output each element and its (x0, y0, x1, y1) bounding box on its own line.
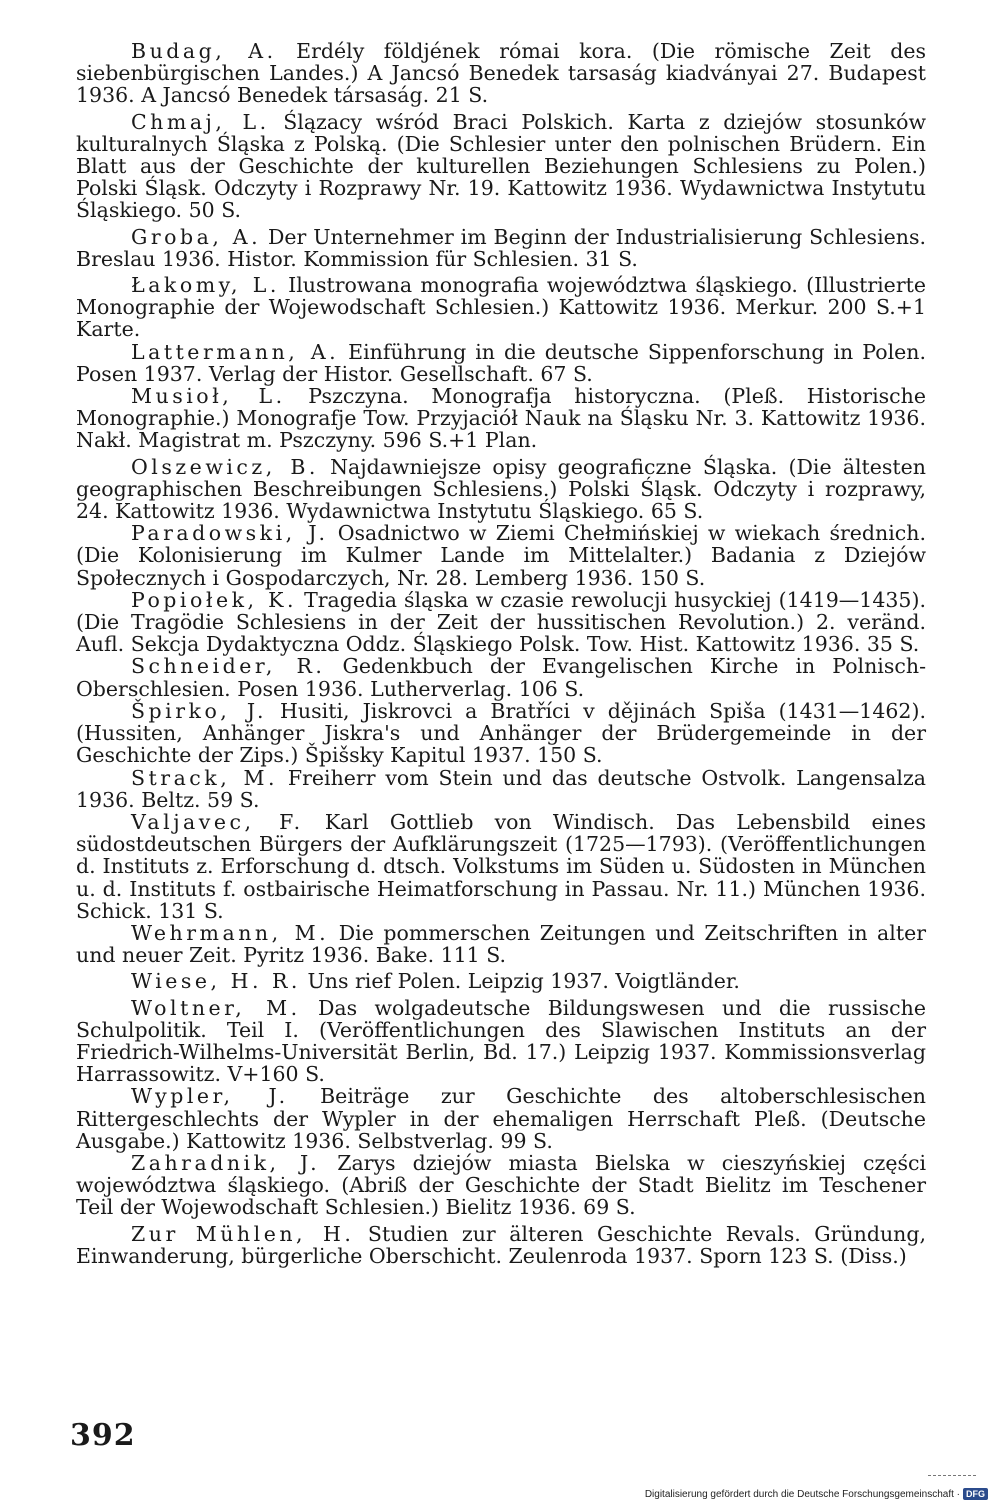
entry-author: Groba, A. (131, 224, 262, 249)
bibliography-entry (76, 922, 926, 966)
bibliography-entry (76, 341, 926, 385)
entry-text: Ślązacy wśród Braci Polskich. Karta z dziejów stosunków kulturalnych Śląska z Polską. (Die Schlesier unter den polnischen Brüdern. Ein Blatt aus der Geschichte der kulturellen Beziehungen Schlesiens zu Polen.) Polski Śląsk. Odczyty i Rozprawy Nr. 19. Kattowitz 1936. Wydawnictwa Instytutu Śląskiego. 50 S. (76, 109, 926, 223)
digitization-footer (645, 1488, 988, 1500)
entry-text: Osadnictwo w Ziemi Chełmińskiej w wiekach średnich. (Die Kolonisierung im Kulmer Lande im Mittelalter.) Badania z Dziejów Społecznych i Gospodarczych, Nr. 28. Lemberg 1936. 150 S. (76, 521, 926, 590)
entry-text: Pszczyna. Monografja historyczna. (Pleß. Historische Monographie.) Monografje Tow. Przyjaciół Nauk na Śląsku Nr. 3. Kattowitz 1936. Nakł. Magistrat m. Pszczyny. 596 S.+1 Plan. (76, 384, 926, 453)
entry-text: Husiti, Jiskrovci a Bratříci v dějinách Spiša (1431—1462). (Hussiten, Anhänger Jiskra's und Anhänger der Brüdergemeinde in der Geschichte der Zips.) Špišsky Kapitul 1937. 150 S. (76, 698, 926, 768)
entry-author: Zahradnik, J. (131, 1150, 321, 1175)
entry-author: Musioł, L. (131, 384, 286, 409)
entry-author: Łakomy, L. (131, 273, 280, 298)
entry-text: Das wolgadeutsche Bildungswesen und die russische Schulpolitik. Teil I. (Veröffentlichungen des Slawischen Instituts an der Friedrich-Wilhelms-Universität Berlin, Bd. 17.) Leipzig 1937. Kommissionsverlag Harrassowitz. V+160 S. (76, 995, 926, 1087)
entry-author: Wypler, J. (131, 1084, 289, 1109)
bibliography-entry (76, 811, 926, 922)
entry-author: Olszewicz, B. (131, 454, 319, 479)
bibliography-entry (76, 767, 926, 811)
entry-text: Gedenkbuch der Evangelischen Kirche in Polnisch-Oberschlesien. Posen 1936. Lutherverlag. 106 S. (76, 654, 926, 701)
entry-author: Woltner, M. (131, 995, 301, 1020)
bibliography-entry (76, 456, 926, 523)
entry-author: Valjavec, F. (131, 809, 304, 834)
bibliography-entry (76, 226, 926, 270)
entry-text: Zarys dziejów miasta Bielska w cieszyńskiej części województwa śląskiego. (Abriß der Geschichte der Stadt Bielitz im Teschener Teil der Wojewodschaft Schlesien.) Bielitz 1936. 69 S. (76, 1150, 927, 1220)
entry-text: Uns rief Polen. Leipzig 1937. Voigtländer. (300, 969, 740, 994)
bibliography-entry (76, 274, 926, 341)
entry-text: Karl Gottlieb von Windisch. Das Lebensbild eines südostdeutschen Bürgers der Aufklärungszeit (1725—1793). (Veröffentlichungen d. Instituts z. Erforschung d. dtsch. Volkstums im Süden u. Südosten in München u. d. Instituts f. ostbairische Heimatforschung in Passau. Nr. 11.) München 1936. Schick. 131 S. (76, 809, 926, 923)
bibliography-entry (76, 1152, 926, 1219)
bibliography-entry (76, 655, 926, 699)
entry-text: Studien zur älteren Geschichte Revals. Gründung, Einwanderung, bürgerliche Oberschicht. Zeulenroda 1937. Sporn 123 S. (Diss.) (76, 1221, 927, 1268)
entry-text: Erdély földjének római kora. (Die römische Zeit des siebenbürgischen Landes.) A Jancsó Benedek tarsaság kiadványai 27. Budapest 1936. A Jancsó Benedek társaság. 21 S. (76, 39, 927, 108)
entry-author: Wehrmann, M. (131, 920, 330, 945)
bibliography-entry (76, 522, 926, 589)
bibliography-entry (76, 40, 926, 107)
bibliography-entry (76, 385, 926, 452)
entry-text: Einführung in die deutsche Sippenforschung in Polen. Posen 1937. Verlag der Histor. Gesellschaft. 67 S. (76, 339, 926, 386)
bibliography-entry (76, 1223, 926, 1267)
entry-author: Chmaj, L. (131, 109, 270, 134)
dfg-logo-icon: DFG (963, 1488, 988, 1500)
entry-author: Budag, A. (131, 39, 277, 63)
entry-author: Popiołek, K. (131, 587, 297, 612)
entry-text: Freiherr vom Stein und das deutsche Ostvolk. Langensalza 1936. Beltz. 59 S. (76, 765, 926, 812)
footer-divider (928, 1475, 976, 1477)
entry-author: Zur Mühlen, H. (131, 1221, 355, 1246)
page-number: 392 (70, 1418, 136, 1453)
bibliography-entry (76, 970, 926, 992)
entry-text: Tragedia śląska w czasie rewolucji husyckiej (1419—1435). (Die Tragödie Schlesiens in der Zeit der hussitischen Revolution.) 2. veränd. Aufl. Sekcja Dydaktyczna Oddz. Śląskiego Polsk. Tow. Hist. Kattowitz 1936. 35 S. (76, 587, 926, 657)
bibliography-entry (76, 111, 926, 222)
entry-text: Der Unternehmer im Beginn der Industrialisierung Schlesiens. Breslau 1936. Histor. Kommission für Schlesien. 31 S. (76, 224, 926, 271)
entry-text: Ilustrowana monografia województwa śląskiego. (Illustrierte Monographie der Wojewodschaft Schlesien.) Kattowitz 1936. Merkur. 200 S.+1 Karte. (76, 273, 926, 342)
bibliography-entry (76, 1085, 926, 1152)
entry-author: Paradowski, J. (131, 521, 329, 546)
entry-author: Schneider, R. (131, 654, 326, 679)
entry-text: Die pommerschen Zeitungen und Zeitschriften in alter und neuer Zeit. Pyritz 1936. Bake. 111 S. (76, 920, 927, 968)
entry-author: Lattermann, A. (131, 339, 340, 364)
entry-author: Wiese, H. R. (131, 969, 301, 994)
footer-credit: Digitalisierung gefördert durch die Deutsche Forschungsgemeinschaft · (644, 1488, 960, 1500)
bibliography-entry (76, 589, 926, 656)
bibliography-page (76, 40, 926, 1267)
bibliography-entry (76, 997, 926, 1086)
entry-text: Beiträge zur Geschichte des altoberschlesischen Rittergeschlechts der Wypler in der ehemaligen Herrschaft Pleß. (Deutsche Ausgabe.) Kattowitz 1936. Selbstverlag. 99 S. (76, 1084, 926, 1153)
entry-author: Strack, M. (131, 765, 279, 790)
bibliography-entry (76, 700, 926, 767)
entry-author: Špirko, J. (131, 698, 267, 723)
entry-text: Najdawniejsze opisy geograficzne Śląska. (Die ältesten geographischen Beschreibungen Schlesiens.) Polski Śląsk. Odczyty i rozprawy, 24. Kattowitz 1936. Wydawnictwa Instytutu Śląskiego. 65 S. (76, 454, 926, 524)
